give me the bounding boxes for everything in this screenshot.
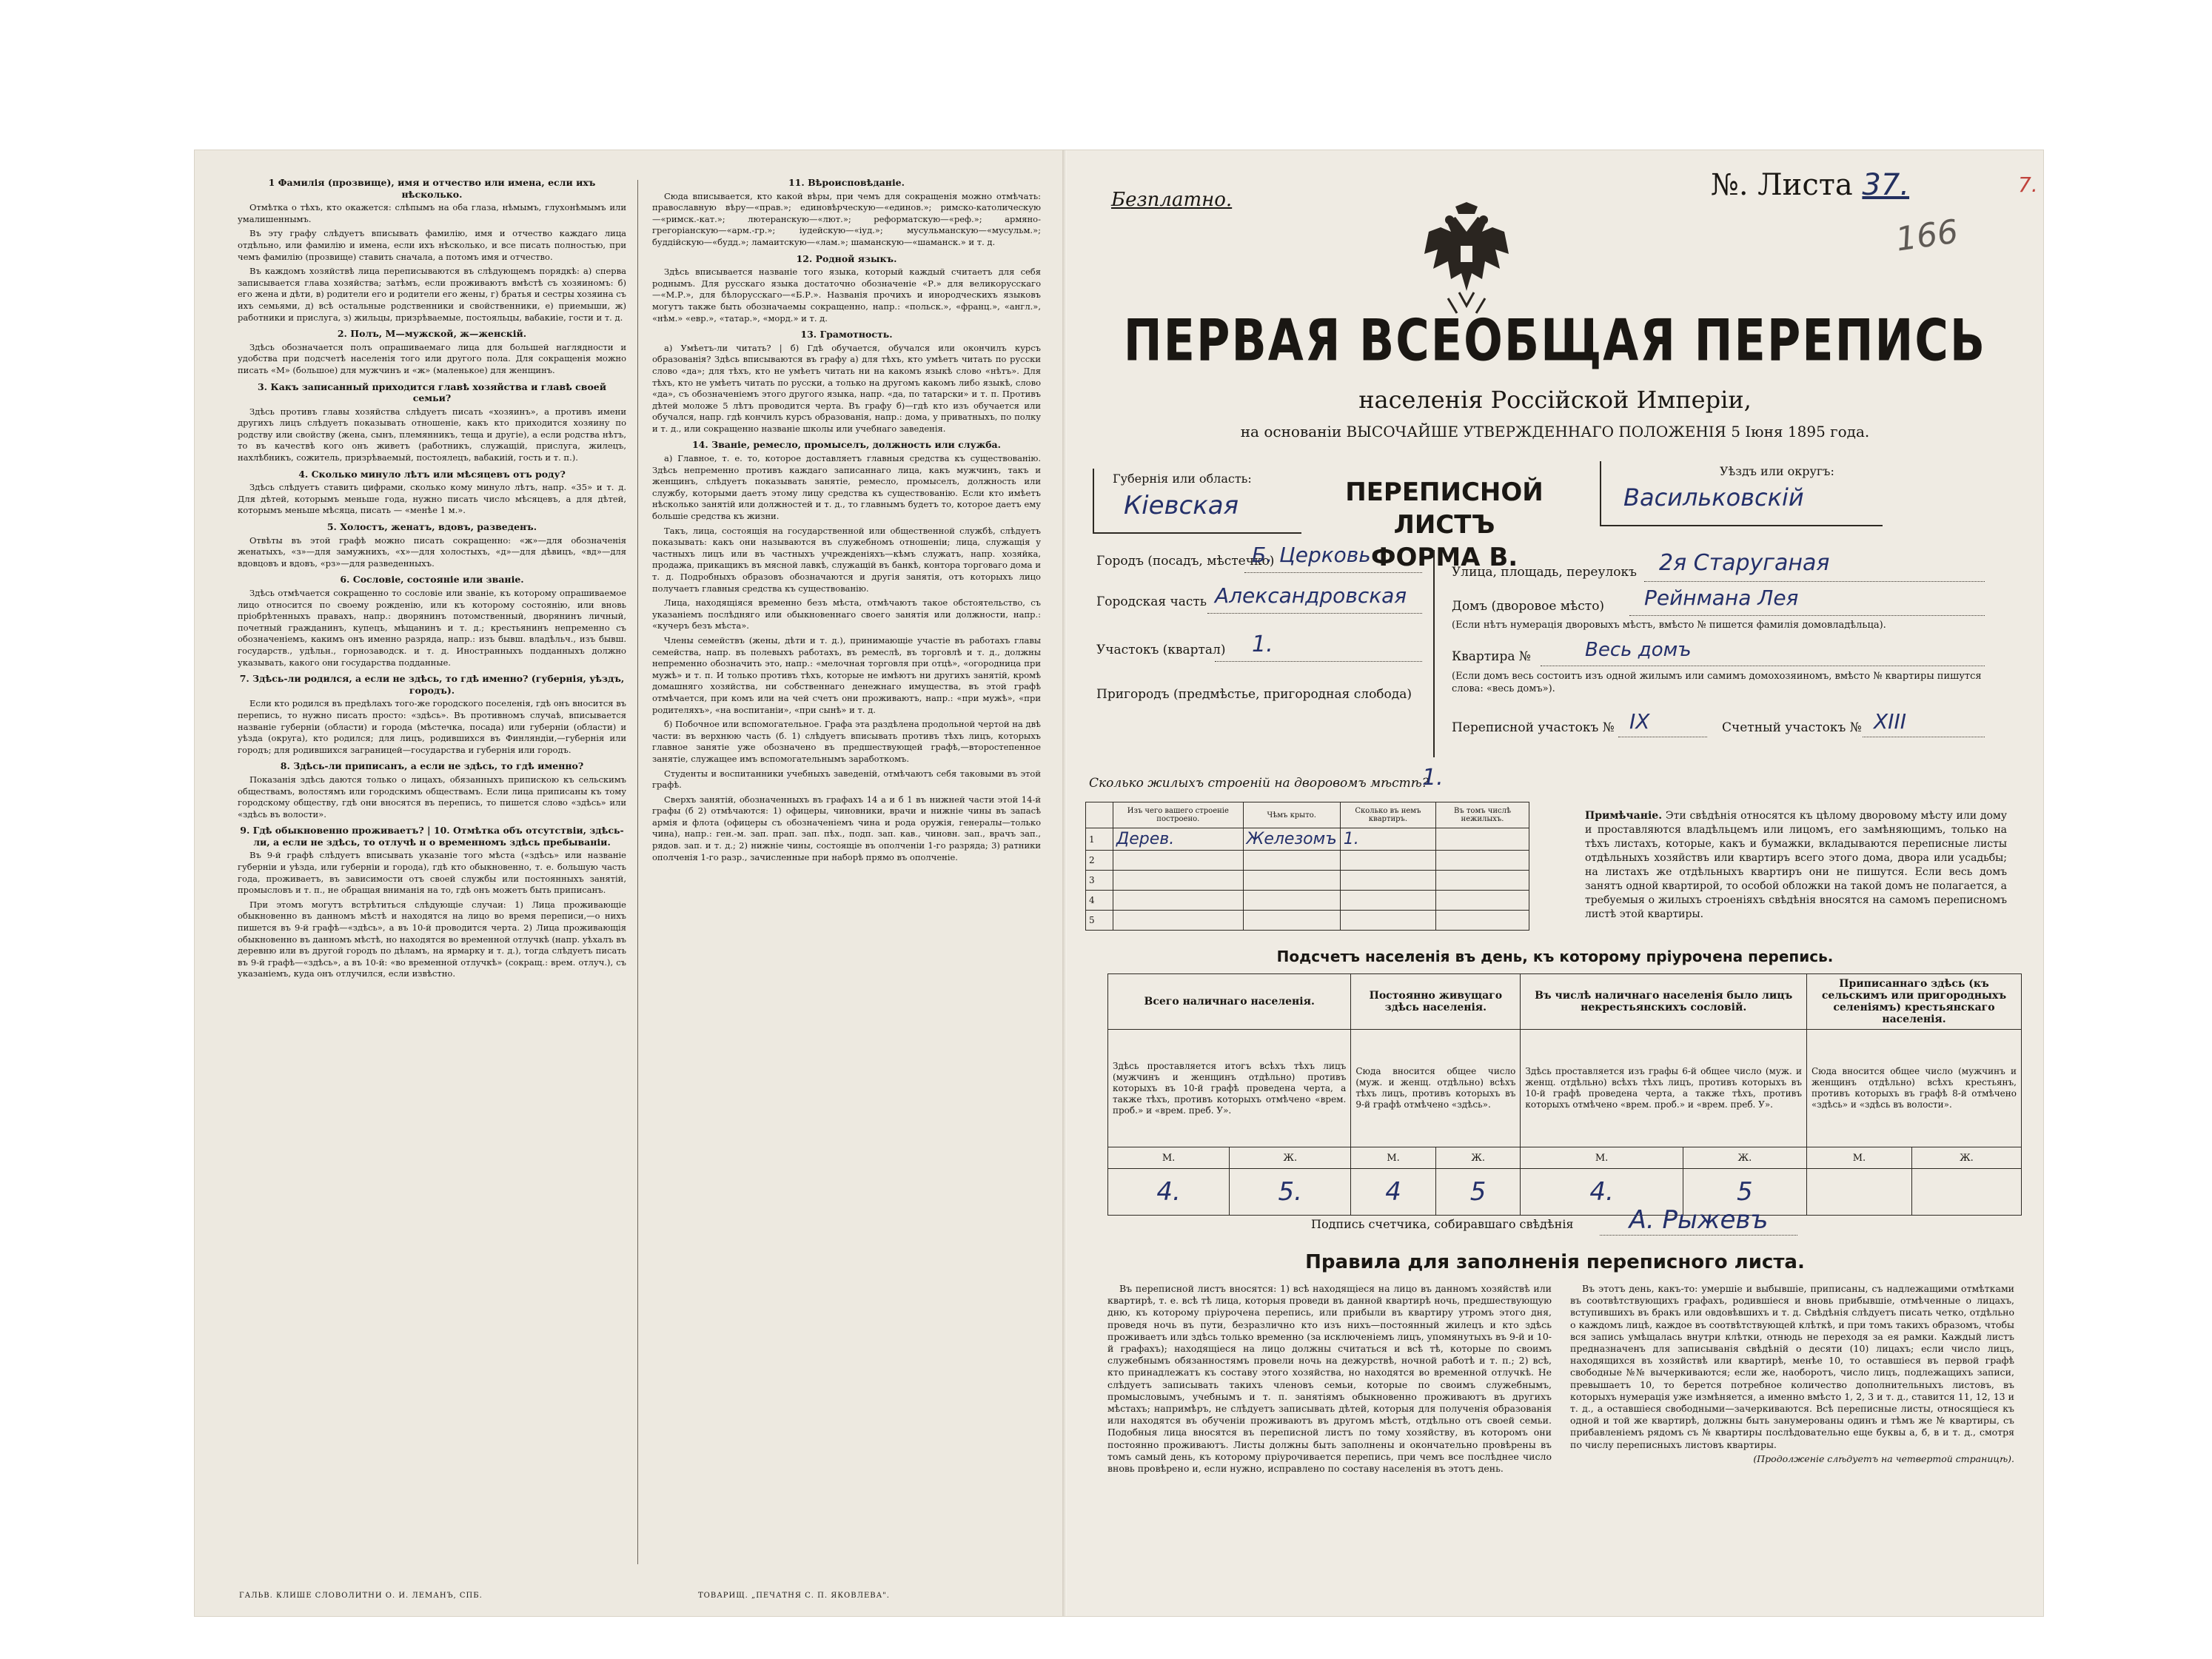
roof-cell [1243, 851, 1340, 871]
census-scan [195, 150, 2043, 1616]
instructions-column-1 [238, 172, 626, 1572]
note-head: Примѣчаніе. [1585, 810, 1663, 822]
section-heading: 4. Сколько минуло лѣтъ или мѣсяцевъ отъ роду? [298, 468, 566, 480]
nonres-cell [1436, 891, 1529, 911]
buildings-label: Сколько жилыхъ строеній на дворовомъ мѣстѣ? [1089, 776, 1429, 791]
instruction-paragraph: Лица, находящіяся временно безъ мѣста, отмѣчаютъ такое обстоятельство, съ указаніемъ послѣдняго или обыкновеннаго своего занятія или должности, напр.: «кучеръ безъ мѣста». [652, 597, 1041, 631]
uezd-box [1600, 461, 1883, 526]
rules-column-2 [1570, 1283, 2014, 1467]
instruction-paragraph: При этомъ могутъ встрѣтиться слѣдующіе случаи: 1) Лица проживающіе обыкновенно въ данномъ мѣстѣ и находятся на лицо во время переписи,—о нихъ пишется въ 9-й графѣ—«здѣсь», а въ 10-й проводится черта. 2) Лица проживающія обыкновенно въ данномъ мѣстѣ, но находятся во временной отлучкѣ (напр. уѣхалъ въ деревню или въ другой городъ по дѣламъ, на ярмарку и т. д.), тогда слѣдуетъ писать въ 9-й графѣ—«здѣсь», а въ 10-й: «во временной отлучкѣ» (сокращ.: врем. отлуч.), съ указаніемъ, куда онъ отлучился, если извѣстно. [238, 899, 626, 979]
row-number-cell: 5 [1086, 911, 1113, 931]
material-cell: Дерев. [1113, 828, 1244, 851]
gorod-value: Б. Церковь [1252, 543, 1371, 567]
dom-note: (Если нѣтъ нумерація дворовыхъ мѣстъ, вмѣсто № пишется фамилія домовладѣльца). [1452, 620, 1886, 631]
apts-cell [1340, 911, 1435, 931]
roof-cell: Железомъ [1243, 828, 1340, 851]
buildings-table-row [1086, 891, 1529, 911]
instruction-paragraph: Здѣсь слѣдуетъ ставить цифрами, сколько кому минуло лѣтъ, напр. «35» и т. д. Для дѣтей, которымъ меньше года, нужно писать число мѣсяцевъ, а для дѣтей, которымъ меньше мѣсяца, писать — «менѣе 1 м.». [238, 482, 626, 516]
col-nonres-header: Въ томъ числѣ нежилыхъ. [1436, 802, 1529, 828]
rules-text-2: Въ этотъ день, какъ-то: умершіе и выбывшіе, приписаны, съ надлежащими отмѣтками въ соотвѣтствующихъ графахъ, родившіеся и вновь прибывшіе, отмѣченные о лицахъ, вступившихъ въ бракъ или овдовѣвшихъ и т. д. Свѣдѣнія слѣдуетъ писать четко, отдѣльно о каждомъ лицѣ, каждое въ соотвѣтствующей клѣткѣ, и при томъ такихъ образомъ, чтобы вся запись умѣщалась внутри клѣтки, отнюдь не переходя за ея рамки. Каждый листъ предназначенъ для записыванія свѣдѣній о десяти (10) лицахъ; если число лицъ, находящихся въ хозяйствѣ или квартирѣ, менѣе 10, то оставшіеся въ первой графѣ свободные №№ вычеркиваются; если же, наоборотъ, число лицъ, подлежащихъ записи, превышаетъ 10, то берется потребное количество дополнительныхъ листовъ, въ которыхъ нумерація уже измѣняется, а именно вмѣсто 1, 2, 3 и т. д., ставится 11, 12, 13 и т. д., а оставшіеся свободными—зачеркиваются. Всѣ переписные листы, относящіеся къ одной и той же квартирѣ, должны быть занумерованы одинъ и тѣмъ же № квартиры, съ прибавленіемъ рядомъ съ № квартиры послѣдовательно еще буквы а, б, в и т. д., смотря по числу переписныхъ листовъ квартиры. [1570, 1283, 2014, 1450]
gubernia-label: Губернія или область: [1113, 472, 1252, 486]
row-number-cell: 1 [1086, 828, 1113, 851]
street-value: 2я Старуганая [1659, 550, 1830, 576]
double-headed-eagle-icon [1418, 202, 1515, 321]
form-title-line-2: ФОРМА В. [1370, 543, 1518, 572]
material-cell [1113, 851, 1244, 871]
instruction-paragraph: а) Умѣетъ-ли читать? | б) Гдѣ обучается, обучался или окончилъ курсъ образованія? Здѣсь вписываются въ графу а) для тѣхъ, кто умѣетъ читать по русски слово «да»; для тѣхъ, кто не умѣетъ читать ни на какомъ языкѣ слово «нѣтъ». Для тѣхъ, кто не умѣетъ читать по русски, а только на другомъ какомъ либо языкѣ, слово «да», съ обозначеніемъ этого другого языка, напр. «да, по татарски» и т. п. Противъ дѣтей моложе 5 лѣтъ проводится черта. Въ графу б)—гдѣ кто изъ обучается или обучался, напр. гдѣ кончилъ курсъ образованія, напр.: дома, у приватныхъ, по полку и т. д., или сокращенно названіе школы или учебнаго заведенія. [652, 342, 1041, 434]
uchastok-underline [1215, 661, 1422, 662]
female-label: Ж. [1230, 1147, 1351, 1169]
count-total-female: 5. [1230, 1169, 1351, 1216]
section-heading: 14. Званіе, ремесло, промыселъ, должность или служба. [691, 439, 1002, 451]
schet-uchastok-value: XIII [1874, 709, 1906, 734]
gorod-label: Городъ (посадъ, мѣстечко) [1096, 554, 1275, 569]
buildings-table-row [1086, 871, 1529, 891]
roof-cell [1243, 891, 1340, 911]
apts-cell: 1. [1340, 828, 1435, 851]
gubernia-box [1093, 469, 1301, 534]
chast-underline [1207, 613, 1422, 614]
street-underline [1644, 581, 1985, 582]
street-label: Улица, площадь, переулокъ [1452, 565, 1637, 580]
count-desc-row [1108, 1030, 2022, 1147]
section-heading: 13. Грамотность. [800, 329, 893, 341]
count-desc-peasant: Сюда вносится общее число (мужчинъ и женщинъ отдѣльно) всѣхъ крестьянъ, противъ которыхъ въ графѣ 8-й отмѣчено «здѣсь» и «здѣсь въ волости». [1806, 1030, 2021, 1147]
count-noncrestian-female: 5 [1683, 1169, 1806, 1216]
row-number-cell: 4 [1086, 891, 1113, 911]
uchastok-label: Участокъ (квартал) [1096, 643, 1226, 657]
count-noncrestian-male: 4. [1521, 1169, 1683, 1216]
female-label: Ж. [1683, 1147, 1806, 1169]
census-form-page [1067, 150, 2043, 1616]
dom-label: Домъ (дворовое мѣсто) [1452, 599, 1605, 614]
signature-value: А. Рыжевъ [1600, 1205, 1798, 1236]
section-heading: 12. Родной языкъ. [796, 252, 897, 264]
instruction-paragraph: Здѣсь противъ главы хозяйства слѣдуетъ писать «хозяинъ», а противъ имени другихъ лицъ слѣдуетъ показывать отношеніе, какъ кто приходится хозяину по родству или свойству (жена, сынъ, племянникъ, теща и другіе), а если родства нѣтъ, то въ качествѣ кого онъ живетъ (работникъ, служащій, прислуга, жилецъ, нахлѣбникъ, сожитель, призрѣваемый, постоялецъ, вабакиій, гость и т. п.). [238, 406, 626, 463]
schet-uchastok-label: Счетный участокъ № [1722, 720, 1862, 735]
signature-line [1311, 1205, 1797, 1235]
instruction-paragraph: Здѣсь отмѣчается сокращенно то сословіе или званіе, къ которому опрашиваемое лицо относится по своему рожденію, или къ которому состоянію, или вновь пріобрѣтенныхъ правахъ, напр.: дворянинъ потомственный, дворянинъ личный, почетный гражданинъ, купецъ, мѣщанинъ и т. д.; крестьянинъ непременно съ обозначеніемъ, какимъ онъ именно разряда, напр.: изъ бывш. владѣльч., изъ бывш. государств., удѣльн., горнозаводск. и т. д. Иностранныхъ подданныхъ должно указывать, какого они государства подданные. [238, 588, 626, 668]
count-peasant-female [1911, 1169, 2021, 1216]
printer-imprint-left: ГАЛЬВ. КЛИШЕ СЛОВОЛИТНИ О. И. ЛЕМАНЪ, СПБ. [239, 1592, 483, 1600]
gorod-underline [1244, 572, 1422, 573]
male-label: М. [1108, 1147, 1230, 1169]
note-text: Эти свѣдѣнія относятся къ цѣлому дворовому мѣсту или дому и проставляются владѣльцемъ или лицомъ, его замѣняющимъ, только на тѣхъ листахъ, которые, какъ и бумажки, вкладываются переписные листы отдѣльныхъ хозяйствъ или квартиръ всего этого дома, двора или усадьбы; на листахъ же отдѣльныхъ квартиръ они не пишутся. Если весь домъ занятъ одной квартирой, то особой обложки на такой домъ не полагается, а требуемыя о жилыхъ строеніяхъ свѣдѣнія вносятся на самомъ переписномъ листѣ этой квартиры. [1585, 810, 2008, 920]
list-number-label: №. Листа [1711, 168, 1853, 202]
buildings-table-header [1086, 802, 1529, 828]
instruction-paragraph: Отмѣтка о тѣхъ, кто окажется: слѣпымъ на оба глаза, нѣмымъ, глухонѣмымъ или умалишеннымъ. [238, 202, 626, 224]
male-label: М. [1521, 1147, 1683, 1169]
col-number-header [1086, 802, 1113, 828]
instruction-paragraph: а) Главное, т. е. то, которое доставляетъ главныя средства къ существованію. Здѣсь непременно противъ каждаго записаннаго лица, какъ мужчинъ, такъ и женщинъ, слѣдуетъ показывать занятіе, ремесло, промыселъ, должность или службу, которыми даетъ этому лицу средства къ существованію. Если кто имѣетъ нѣсколько занятій или должностей и т. д., то главнымъ будетъ то, которое даетъ ему большіе средства къ жизни. [652, 453, 1041, 522]
red-pencil-mark: 7. [2018, 172, 2038, 197]
section-heading: 1 Фамилія (прозвище), имя и отчество или имена, если ихъ нѣсколько. [268, 177, 596, 200]
material-cell [1113, 891, 1244, 911]
instruction-paragraph: Сюда вписывается, кто какой вѣры, при чемъ для сокращенія можно отмѣчать: православную вѣру—«прав.»; единовѣрческую—«единов.»; римско-католическую—«римск.-кат.»; лютеранскую—«лют.»; реформатскую—«реф.»; армяно-грегоріанскую—«арм.-гр.»; іудейскую—«іуд.»; мусульманскую—«мусульм.»; буддійскую—«будд.»; ламаитскую—«лам.»; шаманскую—«шаманск.» и т. д. [652, 190, 1041, 247]
instruction-paragraph: Въ 9-й графѣ слѣдуетъ вписывать указаніе того мѣста («здѣсь» или названіе губерніи и уѣзда, или губерніи и города), гдѣ кто обыкновенно, т. е. большую часть года, проживаетъ, въ зависимости отъ своей службы или постоянныхъ занятій, промысловъ и т. п., не обращая вниманія на то, гдѣ онъ можетъ быть приписанъ. [238, 850, 626, 896]
printer-imprint-right: ТОВАРИЩ. „ПЕЧАТНЯ С. П. ЯКОВЛЕВА". [698, 1592, 890, 1600]
instruction-paragraph: б) Побочное или вспомогательное. Графа эта раздѣлена продольной чертой на двѣ части: въ верхнюю часть (б. 1) слѣдуетъ вписывать противъ тѣхъ лицъ, которыхъ главное занятіе уже обозначено въ предшествующей графѣ,—второстепенное занятіе, служащее имъ вспомогательнымъ заработкомъ. [652, 719, 1041, 764]
count-mz-row [1108, 1147, 2022, 1169]
material-cell [1113, 911, 1244, 931]
signature-label: Подпись счетчика, собиравшаго свѣдѣнія [1311, 1217, 1574, 1231]
section-heading: 7. Здѣсь-ли родился, а если не здѣсь, то гдѣ именно? (губернія, уѣздъ, городъ). [239, 673, 625, 696]
count-header-peasant: Приписаннаго здѣсь (къ сельскимъ или пригородныхъ селеніямъ) крестьянскаго населенія. [1806, 974, 2021, 1030]
roof-cell [1243, 911, 1340, 931]
row-number-cell: 3 [1086, 871, 1113, 891]
instruction-paragraph: Здѣсь обозначается полъ опрашиваемаго лица для большей наглядности и удобства при подсчетѣ населенія того или другого пола. Для сокращенія можно писать «М» (большое) для мужчинъ и «ж» (маленькое) для женщинъ. [238, 341, 626, 375]
kvartira-note: (Если домъ весь состоитъ изъ одной жилымъ или самимъ домохозяиномъ, вмѣсто № квартиры пишутся слова: «весь домъ»). [1452, 671, 1982, 694]
nonres-cell [1436, 828, 1529, 851]
uezd-value: Васильковскій [1623, 483, 1804, 512]
rules-text-1: Въ переписной листъ вносятся: 1) всѣ находящіеся на лицо въ данномъ хозяйствѣ или квартирѣ, т. е. всѣ тѣ лица, которыя проведи въ данной квартирѣ ночь, предшествующую дню, къ которому пріурочена перепись, или прибыли въ квартиру утромъ этого дня, проведя ночь въ пути, безразлично кто изъ нихъ—постоянный жилецъ и кто здѣсь проживаетъ или здѣсь только временно (за исключеніемъ лицъ, упомянутыхъ въ 9-й и 10-й графахъ); находящіеся на лицо должны считаться и всѣ тѣ, которые по своимъ служебнымъ обязанностямъ провели ночь на дежурствѣ, ночной работѣ и т. п.; 2) всѣ, кто принадлежатъ къ составу этого хозяйства, но находятся во временной отлучкѣ. Не слѣдуетъ записывать такихъ членовъ семьи, которые по своимъ служебнымъ, промысловымъ, учебнымъ и т. п. занятіямъ обыкновенно проживаютъ въ другихъ мѣстахъ; напримѣръ, не слѣдуетъ записывать дѣтей, которыя для полученія образованія или находятся въ обученіи проживаютъ въ другомъ мѣстѣ, отдѣльно отъ своей семьи. Подобныя лица вносятся въ переписной листъ по тому хозяйству, въ которомъ они постоянно проживаютъ. Листы должны быть заполнены и окончательно провѣрены въ томъ самый день, къ которому пріурочивается перепись, при чемъ все послѣднее число вновь провѣрено и, если нужно, исправлено по составу населенія въ этотъ день. [1107, 1283, 1552, 1475]
count-desc-total: Здѣсь проставляется итогъ всѣхъ тѣхъ лицъ (мужчинъ и женщинъ отдѣльно) противъ которыхъ въ 10-й графѣ проведена черта, а также тѣхъ, противъ которыхъ отмѣчено «врем. проб.» и «врем. преб. У». [1108, 1030, 1351, 1147]
gubernia-value: Кіевская [1124, 491, 1239, 520]
perepis-uchastok-value: IX [1629, 709, 1650, 734]
dom-value: Рейнмана Лея [1644, 586, 1799, 610]
section-heading: 8. Здѣсь-ли приписанъ, а если не здѣсь, то гдѣ именно? [280, 760, 584, 772]
instruction-paragraph: Здѣсь вписывается названіе того языка, который каждый считаетъ для себя роднымъ. Для русскаго языка достаточно обозначеніе «Р.» для великорусскаго—«М.Р.», для бѣлорусскаго—«Б.Р.». Названія прочихъ и инородческихъ языковъ могутъ также быть обозначаемы сокращенно, напр.: «польск.», «франц.», «англ.», «нѣм.» «евр.», «татар.», «морд.» и т. д. [652, 267, 1041, 324]
nonres-cell [1436, 911, 1529, 931]
kvartira-value: Весь домъ [1585, 639, 1692, 661]
main-title: ПЕРВАЯ ВСЕОБЩАЯ ПЕРЕПИСЬ [1123, 306, 1987, 375]
instruction-paragraph: Такъ, лица, состоящія на государственной или общественной службѣ, слѣдуетъ показывать: какъ они называются въ служебномъ отношеніи; лица, служащія у частныхъ лицъ или въ частныхъ учрежденіяхъ—кѣмъ служатъ, напр. хозяйка, продажа, прикащикъ въ мясной лавкѣ, служащій въ банкѣ, контора торговаго дома и т. д. Подробныхъ образовъ обозначаются и другія занятія, отъ которыхъ лицо получаетъ главныя средства къ существованію. [652, 525, 1041, 594]
instruction-paragraph: Показанія здѣсь даются только о лицахъ, обязанныхъ припискою къ сельскимъ обществамъ, волостямъ или городскимъ обществамъ. Если лица приписаны къ тому городскому обществу, гдѣ они вносятся въ перепись, то пишется слово «здѣсь» или «здѣсь въ волости». [238, 774, 626, 820]
bleed-through-text [1318, 195, 1881, 284]
uchastok-value: 1. [1252, 631, 1273, 657]
section-heading: 9. Гдѣ обыкновенно проживаетъ? | 10. Отмѣтка объ отсутствіи, здѣсь-ли, а если не здѣсь, то отлучѣ н о временномъ здѣсь пребываніи. [240, 825, 624, 848]
instruction-paragraph: Сверхъ занятій, обозначенныхъ въ графахъ 14 а и б 1 въ нижней части этой 14-й графы (б 2) отмѣчаются: 1) офицеры, чиновники, врачи и нижніе чины въ запасѣ армія и флота (офицеры съ обозначеніемъ чина и рода оружія, генералы—только чина), напр.: ген.-м. зап. прап. зап. пѣх., подп. зап. кав., чиновн. зап., врачъ зап., рядов. зап. и т. д.; 2) нижніе чины, состоящіе въ ополченіи 1-го разряда; 3) ратники ополченія 1-го разр., зачисленные при наборѣ прямо въ ополченіе. [652, 794, 1041, 862]
nonres-cell [1436, 871, 1529, 891]
dom-underline [1629, 615, 1985, 616]
instruction-paragraph: Въ каждомъ хозяйствѣ лица переписываются въ слѣдующемъ порядкѣ: а) сперва записывается глава хозяйства; затѣмъ, если проживаютъ вмѣстѣ съ хозяиномъ: б) его жена и дѣти, в) родители его и родители его жены, г) братья и сестры хозяина съ ихъ семьями, д) всѣ остальные родственники и свойственники, е) приемыши, ж) работники и прислуга, з) жильцы, призрѣваемые, постояльцы, вабакиіе, гости и т. д. [238, 266, 626, 323]
count-header-noncrestian: Въ числѣ наличнаго населенія было лицъ некрестьянскихъ сословій. [1521, 974, 1807, 1030]
buildings-table-row [1086, 911, 1529, 931]
section-heading: 11. Вѣроисповѣданіе. [788, 177, 905, 188]
col-roof-header: Чѣмъ крыто. [1243, 802, 1340, 828]
rules-column-1 [1107, 1283, 1552, 1477]
count-desc-noncrestian: Здѣсь проставляется изъ графы 6-й общее число (муж. и женщ. отдѣльно) всѣхъ тѣхъ лицъ, противъ которыхъ въ 10-й графѣ проведена черта, а также тѣхъ, противъ которыхъ отмѣчено «врем. проб.» и «врем. преб. У». [1521, 1030, 1807, 1147]
list-number [1711, 168, 1909, 202]
material-cell [1113, 871, 1244, 891]
count-permanent-male: 4 [1351, 1169, 1436, 1216]
chast-value: Александровская [1215, 583, 1407, 608]
female-label: Ж. [1435, 1147, 1521, 1169]
buildings-value: 1. [1422, 765, 1444, 791]
kvartira-label: Квартира № [1452, 649, 1531, 664]
form-title-line-1: ПЕРЕПИСНОЙ ЛИСТЪ [1345, 477, 1544, 540]
instructions-column-2 [652, 172, 1041, 1572]
row-number-cell: 2 [1086, 851, 1113, 871]
note-block [1585, 809, 2007, 922]
apts-cell [1340, 851, 1435, 871]
rules-title: Правила для заполненія переписного листа. [1305, 1251, 1805, 1273]
decree-line: на основаніи ВЫСОЧАЙШЕ УТВЕРЖДЕННАГО ПОЛОЖЕНІЯ 5 Іюня 1895 года. [1240, 423, 1870, 440]
section-heading: 3. Какъ записанный приходится главѣ хозяйства и главѣ своей семьи? [257, 381, 607, 404]
apts-cell [1340, 871, 1435, 891]
list-number-value: 37. [1862, 168, 1910, 202]
pencil-number: 166 [1893, 212, 1961, 259]
column-divider [637, 180, 638, 1564]
col-material-header: Изъ чего вашего строеніе построено. [1113, 802, 1244, 828]
count-header-permanent: Постоянно живущаго здѣсь населенія. [1351, 974, 1521, 1030]
instruction-paragraph: Члены семействъ (жены, дѣти и т. д.), принимающіе участіе въ работахъ главы семейства, напр. въ полевыхъ работахъ, въ ремеслѣ, въ торговлѣ и т. д., должны непременно обозначить это, напр.: «мелочная торговля при отцѣ», «огородница при мужѣ» и т. п. И только противъ тѣхъ, которые не имѣютъ ни другихъ занятій, кромѣ домашняго хозяйства, ни собственнаго денежнаго имущества, въ этой графѣ отмѣчается, при комъ или на чей счетъ они проживаютъ, напр.: «при мужѣ», «при родителяхъ», «на воспитаніи», «при сынѣ» и т. д. [652, 634, 1041, 715]
chast-label: Городская часть [1096, 594, 1207, 609]
col-apts-header: Сколько въ немъ квартиръ. [1340, 802, 1435, 828]
section-heading: 5. Холостъ, женатъ, вдовъ, разведенъ. [326, 521, 537, 533]
perepis-uchastok-label: Переписной участокъ № [1452, 720, 1615, 735]
section-heading: 2. Полъ, М—мужской, ж—женскій. [337, 328, 527, 340]
buildings-table-row [1086, 851, 1529, 871]
instructions-page [195, 150, 1067, 1616]
male-label: М. [1806, 1147, 1911, 1169]
instruction-paragraph: Если кто родился въ предѣлахъ того-же городского поселенія, гдѣ онъ вносится въ перепись, то нужно писать просто: «здѣсь». Въ противномъ случаѣ, вписывается названіе губерніи (области) и города (мѣстечка, посада) или губерніи (области) и уѣзда (округа), кто родился; для лицъ, родившихся въ Финляндіи,—губернія или городъ; для родившихся заграницей—государства и губернія или городъ. [238, 698, 626, 755]
instruction-paragraph: Студенты и воспитанники учебныхъ заведеній, отмѣчаютъ себя таковыми въ этой графѣ. [652, 768, 1041, 791]
rules-continued: (Продолженіе слѣдуетъ на четвертой страницѣ). [1753, 1452, 2014, 1464]
nonres-cell [1436, 851, 1529, 871]
instruction-paragraph: Въ эту графу слѣдуетъ вписывать фамилію, имя и отчество каждаго лица отдѣльно, или фамилію и имена, если ихъ нѣсколько, и все писать полностью, при чемъ фамилію (прозвище) ставить сначала, а потомъ имя и отчество. [238, 228, 626, 262]
uezd-label: Уѣздъ или округъ: [1720, 464, 1834, 478]
buildings-table [1085, 802, 1529, 931]
section-heading: 6. Сословіе, состояніе или званіе. [340, 574, 524, 586]
count-total-male: 4. [1108, 1169, 1230, 1216]
male-label: М. [1351, 1147, 1436, 1169]
count-header-row [1108, 974, 2022, 1030]
apts-cell [1340, 891, 1435, 911]
roof-cell [1243, 871, 1340, 891]
instruction-paragraph: Отвѣты въ этой графѣ можно писать сокращенно: «ж»—для обозначенія женатыхъ, «з»—для замужнихъ, «х»—для холостыхъ, «д»—для дѣвицъ, «вд»—для вдовцовъ и вдовъ, «рз»—для разведенныхъ. [238, 534, 626, 569]
count-peasant-male [1806, 1169, 1911, 1216]
female-label: Ж. [1911, 1147, 2021, 1169]
free-label: Безплатно. [1111, 189, 1233, 211]
buildings-table-row [1086, 828, 1529, 851]
count-desc-permanent: Сюда вносится общее число (муж. и женщ. отдѣльно) всѣхъ тѣхъ лицъ, противъ которыхъ въ 9-й графѣ отмѣчено «здѣсь». [1351, 1030, 1521, 1147]
population-count-table [1107, 973, 2022, 1216]
count-permanent-female: 5 [1435, 1169, 1521, 1216]
subtitle: населенія Россійской Имперіи, [1358, 386, 1752, 414]
count-header-total: Всего наличнаго населенія. [1108, 974, 1351, 1030]
prigorod-label: Пригородъ (предмѣстье, пригородная слобода) [1096, 687, 1412, 702]
count-title: Подсчетъ населенія въ день, къ которому пріурочена перепись. [1276, 948, 1834, 965]
